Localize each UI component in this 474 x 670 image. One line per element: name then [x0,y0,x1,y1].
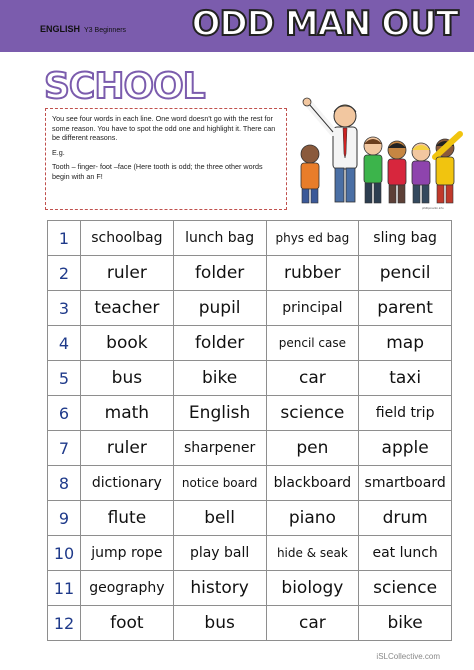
row-number: 10 [48,536,81,571]
word-cell[interactable]: eat lunch [359,536,452,571]
word-cell[interactable]: math [81,396,174,431]
table-row [48,431,452,466]
word-cell[interactable]: science [266,396,359,431]
child-figure [435,134,460,203]
word-cell[interactable]: bell [173,501,266,536]
instructions-box [45,108,287,210]
word-cell[interactable]: ruler [81,431,174,466]
word-cell[interactable]: biology [266,571,359,606]
illustration-credit: phillipmartin.info [422,206,444,210]
word-cell[interactable]: taxi [359,361,452,396]
word-cell[interactable]: bus [81,361,174,396]
word-cell[interactable]: rubber [266,256,359,291]
footer-watermark: iSLCollective.com [376,652,440,661]
child-figure [364,137,382,203]
word-cell[interactable]: lunch bag [173,221,266,256]
word-cell[interactable]: drum [359,501,452,536]
word-cell[interactable]: pencil [359,256,452,291]
word-cell[interactable]: phys ed bag [266,221,359,256]
row-number: 8 [48,466,81,501]
table-row [48,396,452,431]
word-cell[interactable]: schoolbag [81,221,174,256]
table-row [48,501,452,536]
table-row [48,291,452,326]
row-number: 9 [48,501,81,536]
word-cell[interactable]: sling bag [359,221,452,256]
subject-label: ENGLISH [40,24,81,34]
child-figure [388,141,406,203]
row-number: 6 [48,396,81,431]
word-cell[interactable]: parent [359,291,452,326]
word-cell[interactable]: flute [81,501,174,536]
word-cell[interactable]: map [359,326,452,361]
table-row [48,256,452,291]
word-cell[interactable]: apple [359,431,452,466]
table-row [48,361,452,396]
word-cell[interactable]: ruler [81,256,174,291]
level-label: Y3 Beginners [84,27,127,34]
table-row [48,606,452,641]
table-row [48,221,452,256]
word-cell[interactable]: dictionary [81,466,174,501]
word-cell[interactable]: smartboard [359,466,452,501]
word-cell[interactable]: field trip [359,396,452,431]
word-cell[interactable]: pencil case [266,326,359,361]
header-subject [40,24,126,34]
word-cell[interactable]: English [173,396,266,431]
word-cell[interactable]: car [266,606,359,641]
row-number: 7 [48,431,81,466]
child-figure [301,145,319,203]
word-cell[interactable]: bike [173,361,266,396]
row-number: 2 [48,256,81,291]
word-cell[interactable]: blackboard [266,466,359,501]
word-cell[interactable]: bus [173,606,266,641]
table-row [48,466,452,501]
row-number: 4 [48,326,81,361]
word-cell[interactable]: pupil [173,291,266,326]
word-cell[interactable]: teacher [81,291,174,326]
word-cell[interactable]: notice board [173,466,266,501]
word-cell[interactable]: piano [266,501,359,536]
child-figure [412,143,430,203]
row-number: 3 [48,291,81,326]
children-group-illustration [295,94,468,212]
example-label: E.g. [52,147,65,157]
instructions-text: You see four words in each line. One word doesn't go with the rest for some reason. You have to spot the odd one and highlight it. There can be different reasons. [52,114,276,142]
word-cell[interactable]: folder [173,326,266,361]
word-cell[interactable]: geography [81,571,174,606]
word-cell[interactable]: pen [266,431,359,466]
word-cell[interactable]: science [359,571,452,606]
table-row [48,536,452,571]
word-cell[interactable]: hide & seak [266,536,359,571]
word-cell[interactable]: foot [81,606,174,641]
odd-man-out-table [47,220,452,641]
table-row [48,571,452,606]
row-number: 11 [48,571,81,606]
word-cell[interactable]: history [173,571,266,606]
word-cell[interactable]: sharpener [173,431,266,466]
table-row [48,326,452,361]
word-cell[interactable]: principal [266,291,359,326]
word-cell[interactable]: folder [173,256,266,291]
word-cell[interactable]: bike [359,606,452,641]
word-cell[interactable]: play ball [173,536,266,571]
example-text: Tooth – finger- foot –face (Here tooth is odd; the three other words begin with an F! [52,162,263,181]
word-cell[interactable]: jump rope [81,536,174,571]
row-number: 1 [48,221,81,256]
topic-title: SCHOOL [44,66,205,107]
word-cell[interactable]: car [266,361,359,396]
worksheet-title: ODD MAN OUT [191,4,458,44]
word-cell[interactable]: book [81,326,174,361]
row-number: 12 [48,606,81,641]
row-number: 5 [48,361,81,396]
